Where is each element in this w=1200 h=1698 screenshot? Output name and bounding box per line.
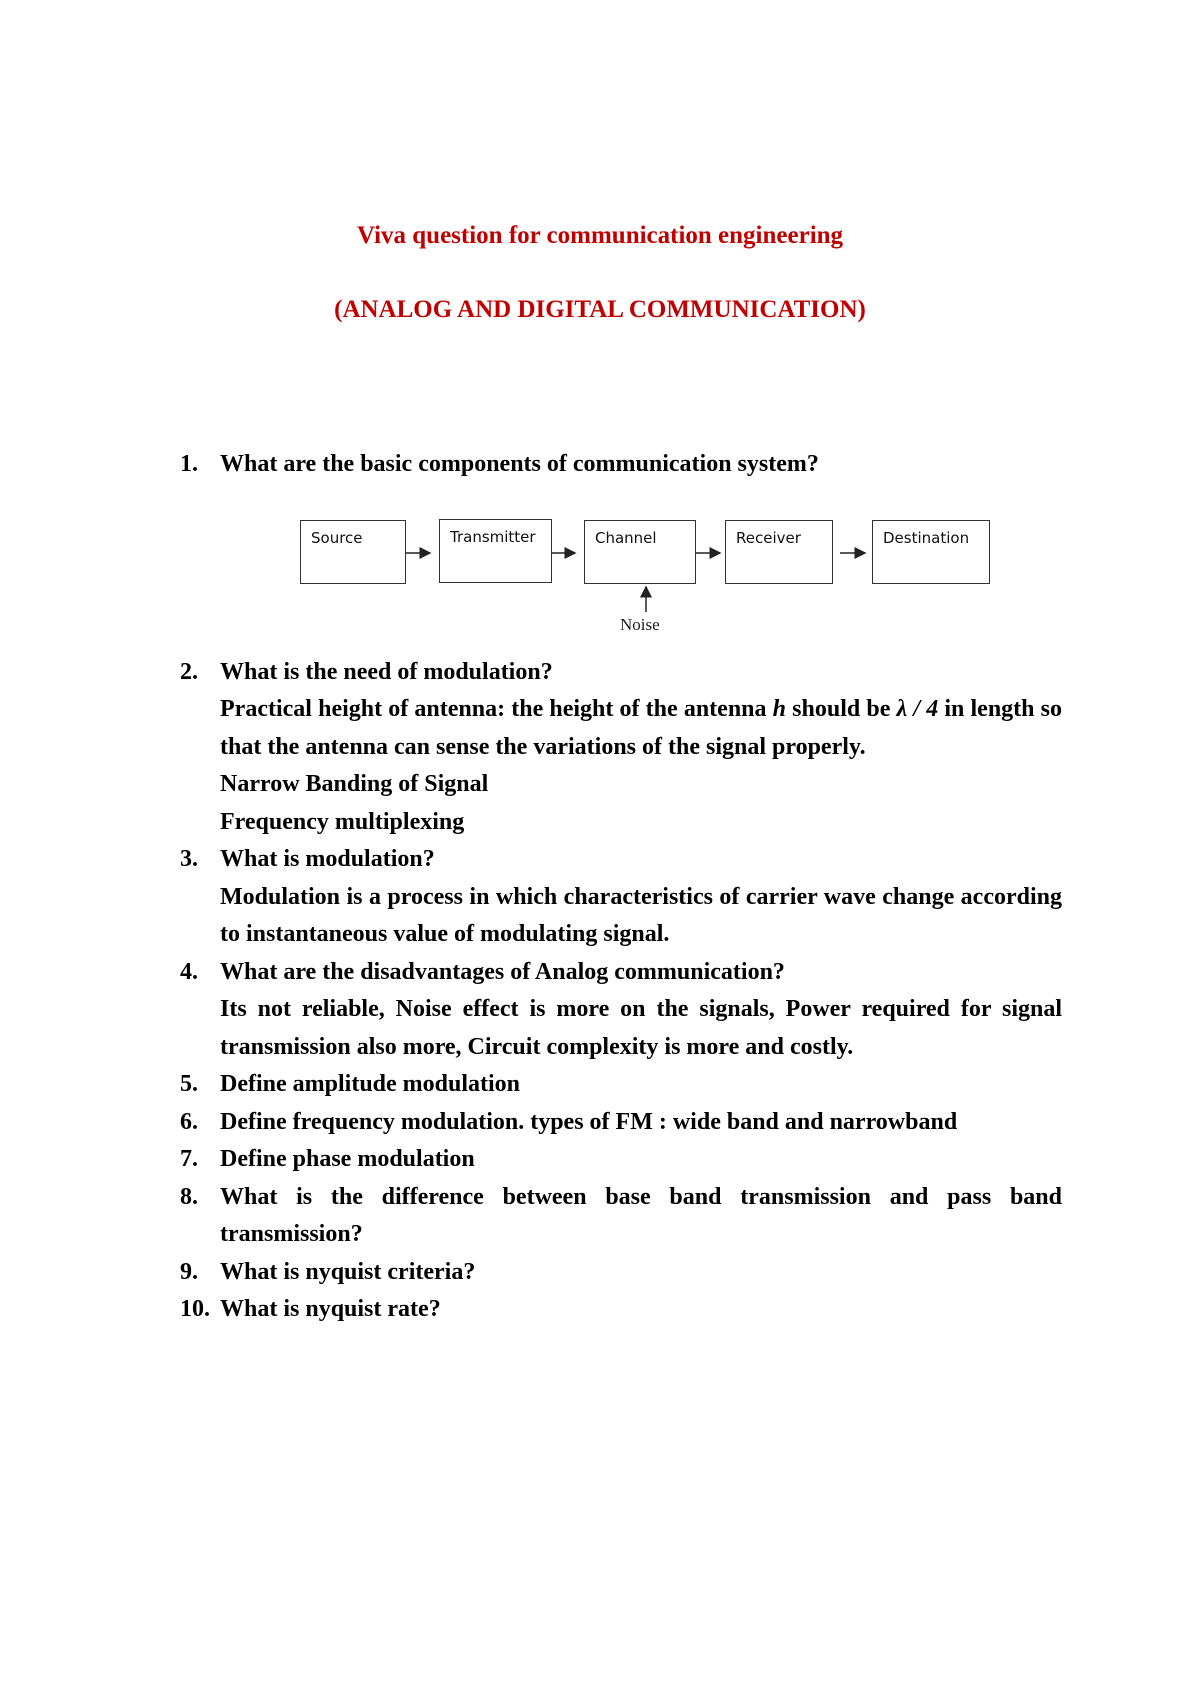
question-3 [180,841,1062,954]
block-transmitter: Transmitter [439,519,552,583]
question-text: What is nyquist rate? [220,1296,441,1322]
communication-block-diagram [300,520,1020,650]
answer-text: Its not reliable, Noise effect is more on the signals, Power required for signal transmission also more, Circuit complexity is more and costly. [220,996,1062,1060]
question-4 [180,954,1062,1067]
answer-line: Frequency multiplexing [220,808,465,835]
question-9 [180,1254,1062,1292]
question-text: Define amplitude modulation [220,1071,521,1097]
question-number: 7. [180,1146,198,1172]
question-number: 9. [180,1258,198,1285]
block-source: Source [300,520,406,584]
block-destination: Destination [872,520,990,584]
block-channel: Channel [584,520,696,584]
question-number: 10. [180,1296,210,1322]
question-7 [180,1141,1062,1179]
question-number: 6. [180,1108,198,1135]
question-text: What is the need of modulation? [220,658,553,685]
question-6 [180,1104,1062,1142]
question-number: 3. [180,846,198,872]
answer-text: Practical height of antenna: the height of the antenna h should be λ / 4 in length so that the antenna can sense the variations of the signal properly. [220,696,1063,760]
question-text: What is nyquist criteria? [220,1258,476,1285]
question-2 [180,654,1062,842]
question-number: 1. [180,451,198,477]
answer-text: Modulation is a process in which characteristics of carrier wave change according to instantaneous value of modulating signal. [220,883,1062,947]
question-text: Define frequency modulation. types of FM : wide band and narrowband [220,1108,958,1135]
question-5 [180,1066,1062,1104]
question-text: What is modulation? [220,846,435,872]
answer-line: Narrow Banding of Signal [220,771,489,797]
question-text: What are the disadvantages of Analog communication? [220,958,785,985]
question-number: 5. [180,1071,198,1097]
document-title: Viva question for communication engineering [356,222,844,249]
document-subtitle: (ANALOG AND DIGITAL COMMUNICATION) [334,296,866,323]
noise-label: Noise [620,615,660,634]
question-number: 2. [180,658,198,685]
question-text: What are the basic components of communication system? [220,451,819,477]
question-8 [180,1179,1062,1254]
question-1 [180,446,1062,484]
question-text: Define phase modulation [220,1146,475,1172]
question-number: 4. [180,958,198,985]
question-number: 8. [180,1183,198,1210]
question-10 [180,1291,1062,1329]
question-text: What is the difference between base band transmission and pass band transmission? [220,1183,1062,1247]
block-receiver: Receiver [725,520,833,584]
